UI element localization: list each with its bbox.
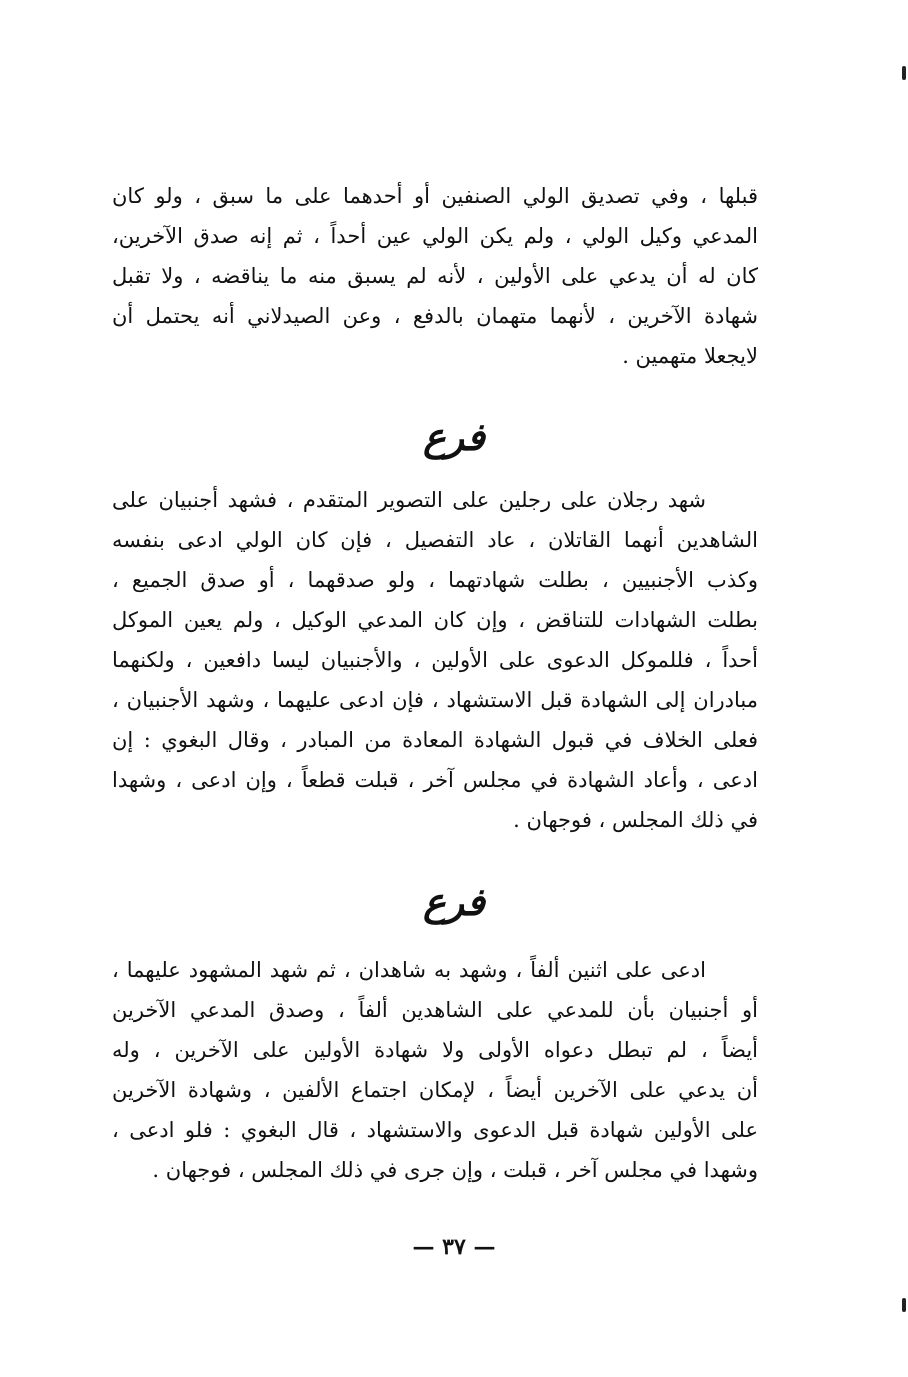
- text-line: المدعي وكيل الولي ، ولم يكن الولي عين أحداً ، ثم إنه صدق الآخرين،: [112, 224, 758, 248]
- page-number: — ٣٧ —: [412, 1234, 496, 1260]
- text-line: شهادة الآخرين ، لأنهما متهمان بالدفع ، وعن الصيدلاني أنه يحتمل أن: [112, 304, 758, 328]
- text-line: ادعى على اثنين ألفاً ، وشهد به شاهدان ، ثم شهد المشهود عليهما ،: [112, 958, 706, 982]
- text-line: على الأولين شهادة قبل الدعوى والاستشهاد ، قال البغوي : فلو ادعى ،: [112, 1118, 758, 1142]
- text-line: فعلى الخلاف في قبول الشهادة المعادة من المبادر ، وقال البغوي : إن: [112, 728, 758, 752]
- section-heading-1: فرع: [423, 414, 485, 459]
- paragraph-3: [112, 950, 758, 1190]
- text-line: وشهدا في مجلس آخر ، قبلت ، وإن جرى في ذلك المجلس ، فوجهان .: [152, 1158, 758, 1182]
- section-heading-2: فرع: [423, 879, 485, 924]
- text-line: قبلها ، وفي تصديق الولي الصنفين أو أحدهما على ما سبق ، ولو كان: [112, 184, 758, 208]
- scan-edge-mark-bottom: [902, 1298, 906, 1312]
- text-line: مبادران إلى الشهادة قبل الاستشهاد ، فإن ادعى عليهما ، وشهد الأجنبيان ،: [112, 688, 758, 712]
- text-line: في ذلك المجلس ، فوجهان .: [513, 808, 758, 832]
- text-line: لايجعلا متهمين .: [622, 344, 758, 368]
- text-line: أحداً ، فللموكل الدعوى على الأولين ، والأجنبيان ليسا دافعين ، ولكنهما: [112, 648, 758, 672]
- paragraph-2: [112, 480, 758, 840]
- text-line: ادعى ، وأعاد الشهادة في مجلس آخر ، قبلت قطعاً ، وإن ادعى ، وشهدا: [112, 768, 758, 792]
- text-line: كان له أن يدعي على الأولين ، لأنه لم يسبق منه ما يناقضه ، ولا تقبل: [112, 264, 758, 288]
- text-line: وكذب الأجنبيين ، بطلت شهادتهما ، ولو صدقهما ، أو صدق الجميع ،: [112, 568, 758, 592]
- text-line: أو أجنبيان بأن للمدعي على الشاهدين ألفاً ، وصدق المدعي الآخرين: [112, 998, 758, 1022]
- paragraph-1: [112, 176, 758, 376]
- text-line: أيضاً ، لم تبطل دعواه الأولى ولا شهادة الأولين على الآخرين ، وله: [112, 1038, 758, 1062]
- text-line: أن يدعي على الآخرين أيضاً ، لإمكان اجتماع الألفين ، وشهادة الآخرين: [112, 1078, 758, 1102]
- text-line: شهد رجلان على رجلين على التصوير المتقدم ، فشهد أجنبيان على: [112, 488, 706, 512]
- text-line: بطلت الشهادات للتناقض ، وإن كان المدعي الوكيل ، ولم يعين الموكل: [112, 608, 758, 632]
- text-line: الشاهدين أنهما القاتلان ، عاد التفصيل ، فإن كان الولي ادعى بنفسه: [112, 528, 758, 552]
- scan-edge-mark-top: [902, 66, 906, 80]
